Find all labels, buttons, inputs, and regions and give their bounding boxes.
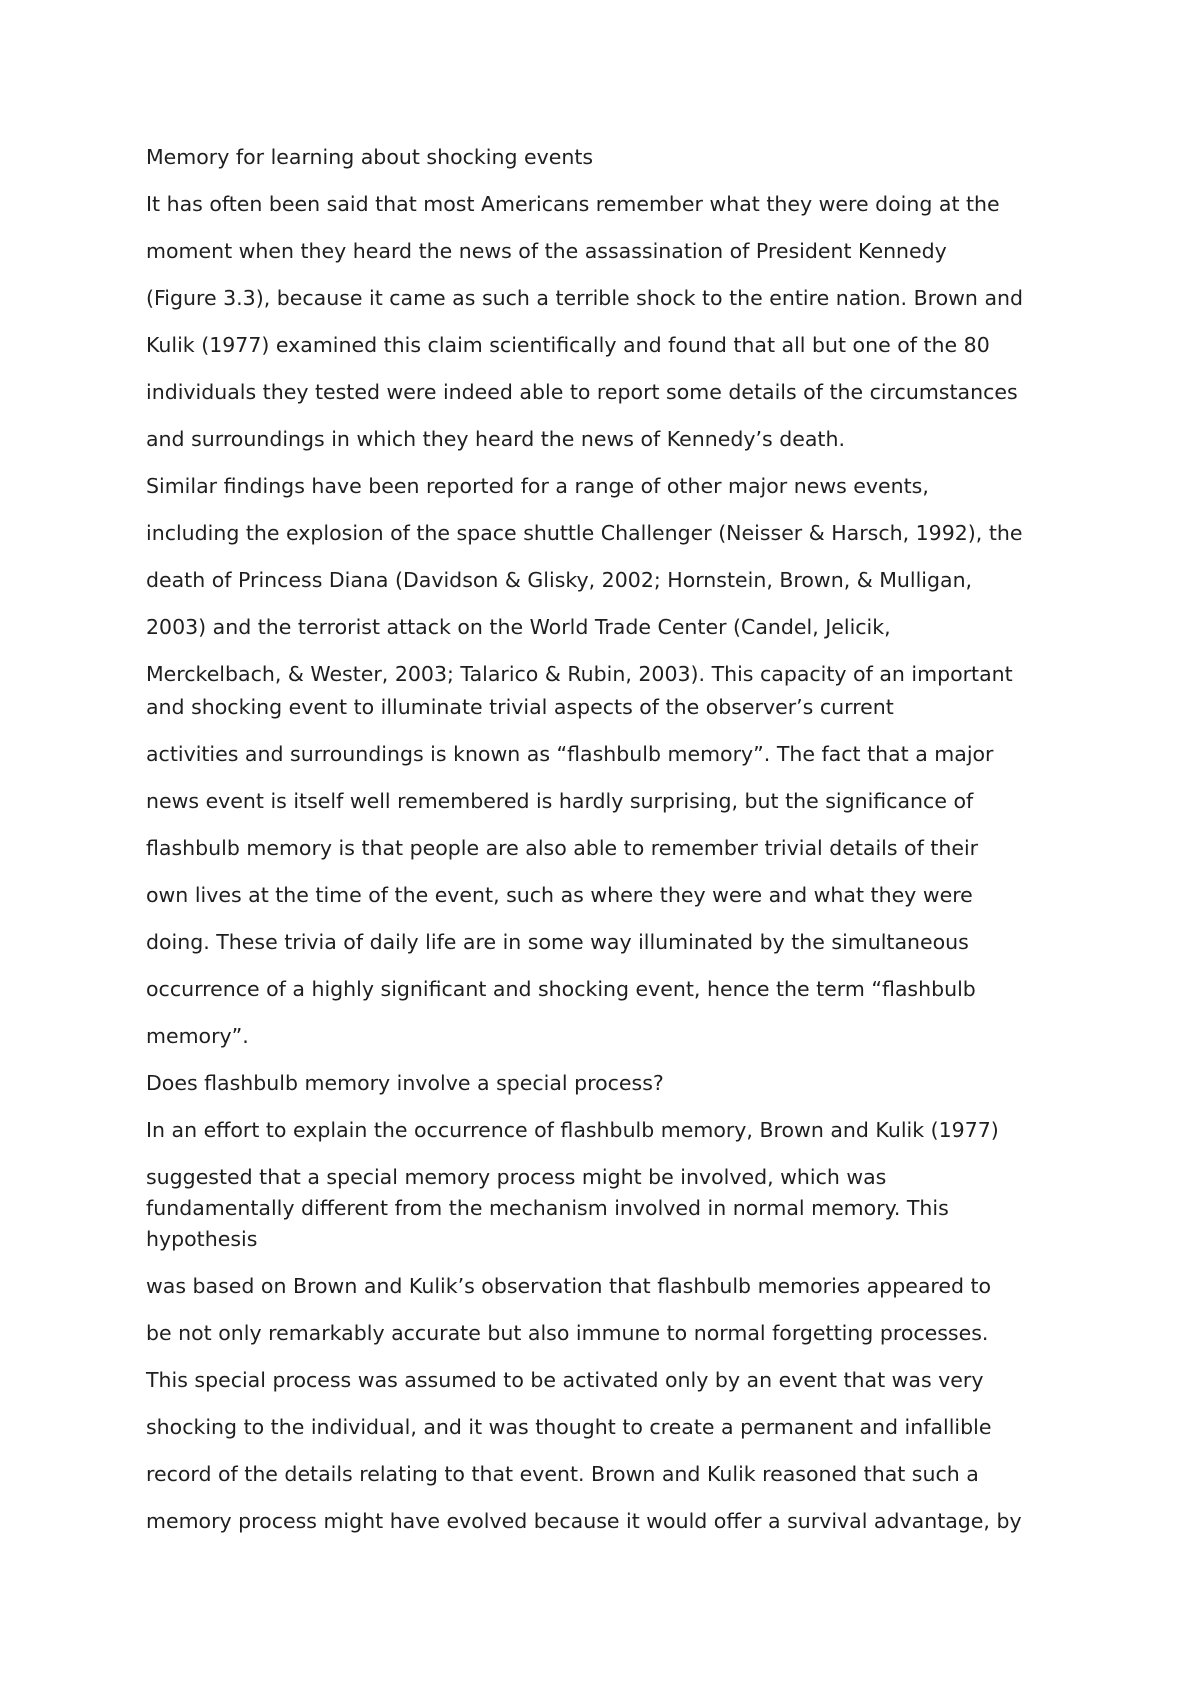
text-line: (Figure 3.3), because it came as such a terrible shock to the entire nation. Brown and — [146, 286, 1024, 310]
text-line: suggested that a special memory process might be involved, which was — [146, 1165, 887, 1189]
text-line: doing. These trivia of daily life are in some way illuminated by the simultaneous — [146, 930, 969, 954]
text-line: memory process might have evolved because it would offer a survival advantage, by — [146, 1509, 1022, 1533]
section-heading: Memory for learning about shocking events — [146, 145, 594, 169]
text-line: Merckelbach, & Wester, 2003; Talarico & Rubin, 2003). This capacity of an important — [146, 662, 1013, 686]
text-line: and shocking event to illuminate trivial aspects of the observer’s current — [146, 695, 894, 719]
text-line: news event is itself well remembered is hardly surprising, but the significance of — [146, 789, 974, 813]
text-line: fundamentally different from the mechanism involved in normal memory. This — [146, 1196, 949, 1220]
text-line: flashbulb memory is that people are also able to remember trivial details of their — [146, 836, 979, 860]
text-line: shocking to the individual, and it was thought to create a permanent and infallible — [146, 1415, 992, 1439]
text-line: This special process was assumed to be activated only by an event that was very — [146, 1368, 984, 1392]
text-line: be not only remarkably accurate but also immune to normal forgetting processes. — [146, 1321, 989, 1345]
text-line: individuals they tested were indeed able to report some details of the circumstances — [146, 380, 1018, 404]
text-line: memory”. — [146, 1024, 249, 1048]
text-line: moment when they heard the news of the assassination of President Kennedy — [146, 239, 947, 263]
text-line: including the explosion of the space shuttle Challenger (Neisser & Harsch, 1992), the — [146, 521, 1023, 545]
text-line: and surroundings in which they heard the news of Kennedy’s death. — [146, 427, 845, 451]
text-line: It has often been said that most Americans remember what they were doing at the — [146, 192, 1000, 216]
text-line: death of Princess Diana (Davidson & Glisky, 2002; Hornstein, Brown, & Mulligan, — [146, 568, 973, 592]
text-line: 2003) and the terrorist attack on the World Trade Center (Candel, Jelicik, — [146, 615, 891, 639]
text-line: Kulik (1977) examined this claim scientifically and found that all but one of the 80 — [146, 333, 990, 357]
text-line: Similar findings have been reported for a range of other major news events, — [146, 474, 929, 498]
section-heading: Does flashbulb memory involve a special process? — [146, 1071, 664, 1095]
text-line: was based on Brown and Kulik’s observation that flashbulb memories appeared to — [146, 1274, 992, 1298]
text-line: activities and surroundings is known as “flashbulb memory”. The fact that a major — [146, 742, 994, 766]
text-line: In an effort to explain the occurrence of flashbulb memory, Brown and Kulik (1977) — [146, 1118, 999, 1142]
text-line: occurrence of a highly significant and shocking event, hence the term “flashbulb — [146, 977, 976, 1001]
text-line: own lives at the time of the event, such as where they were and what they were — [146, 883, 973, 907]
text-line: hypothesis — [146, 1227, 258, 1251]
text-line: record of the details relating to that event. Brown and Kulik reasoned that such a — [146, 1462, 979, 1486]
